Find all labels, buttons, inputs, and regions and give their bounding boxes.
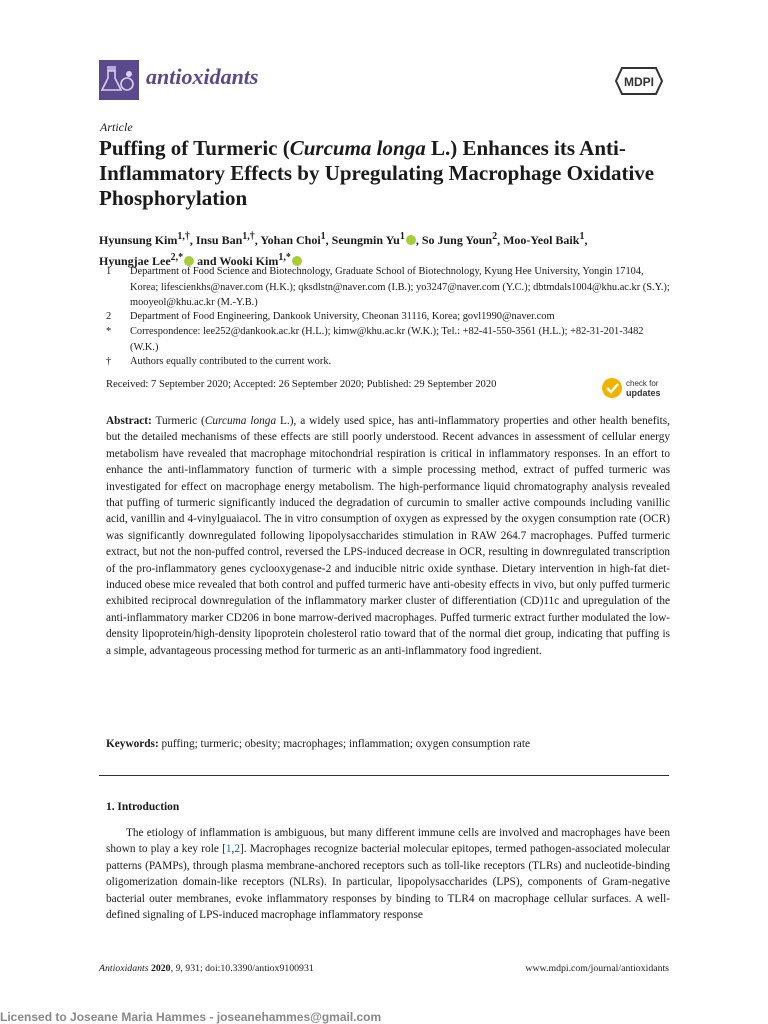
footer-doi: , 931; doi:10.3390/antiox9100931 xyxy=(180,963,314,974)
author-name: Insu Ban xyxy=(195,233,243,247)
affiliation-mark: 2 xyxy=(106,311,112,322)
author-affiliation-sup: 2,* xyxy=(170,252,184,263)
affiliation-mark: 1 xyxy=(106,266,112,277)
check-for-updates-button[interactable] xyxy=(601,376,665,400)
orcid-icon[interactable] xyxy=(406,235,416,245)
abstract-label: Abstract: xyxy=(106,415,152,427)
citation-sep: , xyxy=(231,843,235,856)
affiliation-text: Department of Food Engineering, Dankook University, Cheonan 31116, Korea; govl1990@naver.com xyxy=(130,311,555,322)
author-name: Hyunsung Kim xyxy=(99,233,178,247)
keywords-label: Keywords: xyxy=(106,738,159,750)
authors-and: and xyxy=(197,254,217,268)
author-affiliation-sup: 1 xyxy=(399,231,405,242)
check-updates-line1: check for xyxy=(626,379,659,388)
footer-citation: Antioxidants 2020, 9, 931; doi:10.3390/antiox9100931 xyxy=(99,963,314,974)
author-name: Moo-Yeol Baik xyxy=(503,233,580,247)
author-name: So Jung Youn xyxy=(421,233,493,247)
author-name: Wooki Kim xyxy=(219,254,279,268)
license-watermark: Licensed to Joseane Maria Hammes - joseanehammes@gmail.com xyxy=(0,1010,382,1024)
author-name: Seungmin Yu xyxy=(331,233,400,247)
check-updates-icon xyxy=(602,378,622,398)
intro-text-before: The etiology of inflammation is ambiguous, but many different immune cells are involved and macrophages have been shown to play a key role [ xyxy=(106,827,670,856)
publication-dates: Received: 7 September 2020; Accepted: 26 September 2020; Published: 29 September 2020 xyxy=(106,379,497,390)
affiliation-1 xyxy=(106,264,670,311)
section-heading: 1. Introduction xyxy=(106,801,180,813)
affiliation-mark: * xyxy=(106,326,112,337)
abstract-body: L.), a widely used spice, has anti-inflammatory properties and other health benefits, but the detailed mechanisms of these effects are still poorly understood. Recent advances in assessment of cellular energy metabolism have revealed that macrophage mitochondrial respiration is critical in inflammatory responses. In an effort to enhance the anti-inflammatory function of turmeric with a simple processing method, extract of puffed turmeric was investigated for effect on macrophage energy metabolism. The high-performance liquid chromatography analysis revealed that puffing of turmeric significantly induced the degradation of curcumin to smaller active compounds including vanillic acid, vanillin and 4-vinylguaiacol. The in vitro consumption of oxygen as expressed by the oxygen consumption rate (OCR) was significantly downregulated following lipopolysaccharides stimulation in RAW 264.7 macrophages. Puffed turmeric extract, but not the non-puffed control, reversed the LPS-induced decrease in OCR, resulting in downregulated transcription of the pro-inflammatory genes cyclooxygenase-2 and inducible nitric oxide synthase. Dietary intervention in high-fat diet-induced obese mice revealed that both control and puffed turmeric have anti-obesity effects in vivo, but only puffed turmeric exhibited reciprocal downregulation of the inflammatory marker cluster of differentiation (CD)11c and upregulation of the anti-inflammatory marker CD206 in bone marrow-derived macrophages. Puffed turmeric extract further modulated the low-density lipoprotein/high-density lipoprotein cholesterol ratio toward that of the normal diet group, indicating that puffing is a simple, advantageous processing method for turmeric as an anti-inflammatory food ingredient. xyxy=(106,415,670,657)
article-title xyxy=(99,136,679,211)
article-type: Article xyxy=(100,120,133,134)
author-name: Yohan Choi xyxy=(260,233,321,247)
journal-name: antioxidants xyxy=(146,64,259,89)
author-name: Hyungjae Lee xyxy=(99,254,171,268)
author-list: Hyunsung Kim$^{1,\dagger}$, Insu Ban$^{1,\dagger}$, Yohan Choi$^1$, Seungmin Yu$^1$ , So Jung Youn$^2$, Moo-Yeol Baik$^1$, Hyungjae Lee$^{2,*}$ and Wooki Kim$^{1,*}$ xyxy=(99,231,588,268)
affiliation-text: Correspondence: lee252@dankook.ac.kr (H.L.); kimw@khu.ac.kr (W.K.); Tel.: +82-41-550-3561 (H.L.); +82-31-201-3482 (W.K.) xyxy=(130,326,644,353)
abstract-species: Curcuma longa xyxy=(204,415,277,427)
author-affiliation-sup: 1,† xyxy=(177,231,190,242)
abstract-lead: Turmeric ( xyxy=(151,415,205,427)
author-affiliation-sup: 1 xyxy=(579,231,585,242)
equal-contribution-note xyxy=(106,354,670,370)
introduction-paragraph xyxy=(106,825,670,923)
check-updates-line2: updates xyxy=(626,388,661,398)
footer-journal-url[interactable]: www.mdpi.com/journal/antioxidants xyxy=(525,963,669,974)
keywords xyxy=(106,738,670,750)
affiliation-mark: † xyxy=(106,356,112,367)
section-divider xyxy=(99,775,669,776)
mdpi-logo-text: MDPI xyxy=(624,75,654,89)
footer-year: 2020 xyxy=(150,963,171,974)
footer-journal: Antioxidants xyxy=(99,963,149,974)
author-affiliation-sup: 1,† xyxy=(242,231,255,242)
affiliation-text: Department of Food Science and Biotechnology, Graduate School of Biotechnology, Kyung Hee University, Yongin 17104, Korea; lifescienkhs@naver.com (H.K.); qksdlstn@naver.com (I.B.); yo3247@naver.com (Y.C.); dbtmdals1004@khu.ac.kr (S.Y.); mooyeol@khu.ac.kr (M.-Y.B.) xyxy=(130,266,670,308)
abstract xyxy=(106,413,670,659)
author-affiliation-sup: 1 xyxy=(320,231,326,242)
intro-text-after: ]. Macrophages recognize bacterial molecular epitopes, termed pathogen-associated molecular patterns (PAMPs), through plasma membrane-anchored receptors such as toll-like receptors (TLRs) and nucleotide-binding oligomerization domain-like receptors (NLRs). In particular, lipopolysaccharides (LPS), components of Gram-negative bacterial outer membranes, evoke inflammatory responses by binding to TLR4 on macrophage cellular surfaces. A well-defined signaling of LPS-induced macrophage inflammatory response xyxy=(106,843,670,922)
citation-link-1[interactable]: 1 xyxy=(225,843,232,856)
author-affiliation-sup: 1,* xyxy=(278,252,291,263)
journal-logo-icon xyxy=(99,60,139,100)
affiliation-2 xyxy=(106,309,670,325)
keywords-text: puffing; turmeric; obesity; macrophages; inflammation; oxygen consumption rate xyxy=(158,738,530,750)
title-part-2: L.) Enhances its Anti-Inflammatory Effects by Upregulating Macrophage Oxidative Phosphorylation xyxy=(99,136,655,210)
title-part-1: Puffing of Turmeric ( xyxy=(99,136,290,160)
affiliation-text: Authors equally contributed to the current work. xyxy=(130,356,332,367)
author-affiliation-sup: 2 xyxy=(492,231,498,242)
mdpi-logo xyxy=(614,66,664,96)
citation-link-2[interactable]: 2 xyxy=(234,843,241,856)
correspondence xyxy=(106,324,670,355)
footer-volume: 9 xyxy=(175,963,181,974)
title-species: Curcuma longa xyxy=(289,136,426,160)
